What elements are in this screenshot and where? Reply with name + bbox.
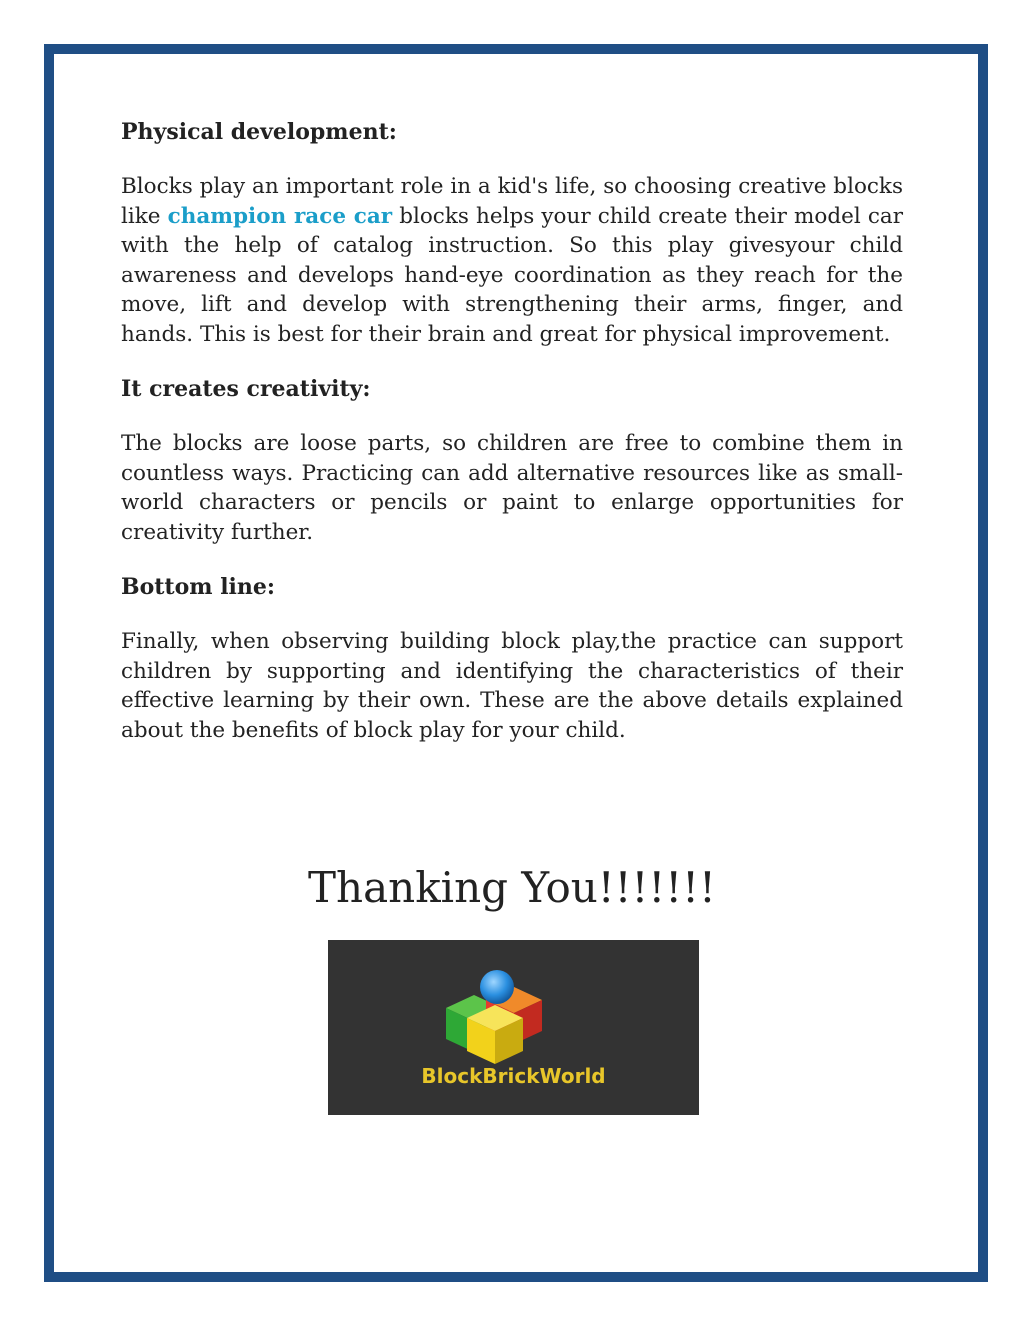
document-body bbox=[121, 117, 903, 770]
champion-race-car-link[interactable]: champion race car bbox=[167, 203, 393, 229]
logo-brand-name: BlockBrickWorld bbox=[421, 1064, 606, 1088]
heading-bottom-line: Bottom line: bbox=[121, 574, 276, 600]
paragraph-bottom-line: Finally, when observing building block play,the practice can support children by supporting and identifying the characteristics of their effective learning by their own. These are the above details explained about the benefits of block play for your child. bbox=[121, 629, 903, 743]
paragraph-text-before-link: Blocks play an important role in a kid's life, so choosing creative blocks like bbox=[121, 174, 903, 229]
paragraph-creativity: The blocks are loose parts, so children are free to combine them in countless ways. Practicing can add alternative resources like as small-world characters or pencils or paint to enlarge opportunities for creativity further. bbox=[121, 431, 903, 545]
heading-creativity: It creates creativity: bbox=[121, 376, 371, 402]
paragraph-physical-development bbox=[121, 172, 903, 349]
ball-icon bbox=[480, 970, 514, 1004]
heading-physical-development: Physical development: bbox=[121, 119, 397, 145]
logo-cubes-icon bbox=[328, 940, 699, 1115]
paragraph-text-after-link: blocks helps your child create their model car with the help of catalog instruction. So this play givesyour child awareness and develops hand-eye coordination as they reach for the move, lift and develop with strengthening their arms, finger, and hands. This is best for their brain and great for physical improvement. bbox=[121, 203, 903, 347]
blockbrickworld-logo bbox=[328, 940, 699, 1115]
closing-text: Thanking You!!!!!!! bbox=[308, 863, 716, 912]
